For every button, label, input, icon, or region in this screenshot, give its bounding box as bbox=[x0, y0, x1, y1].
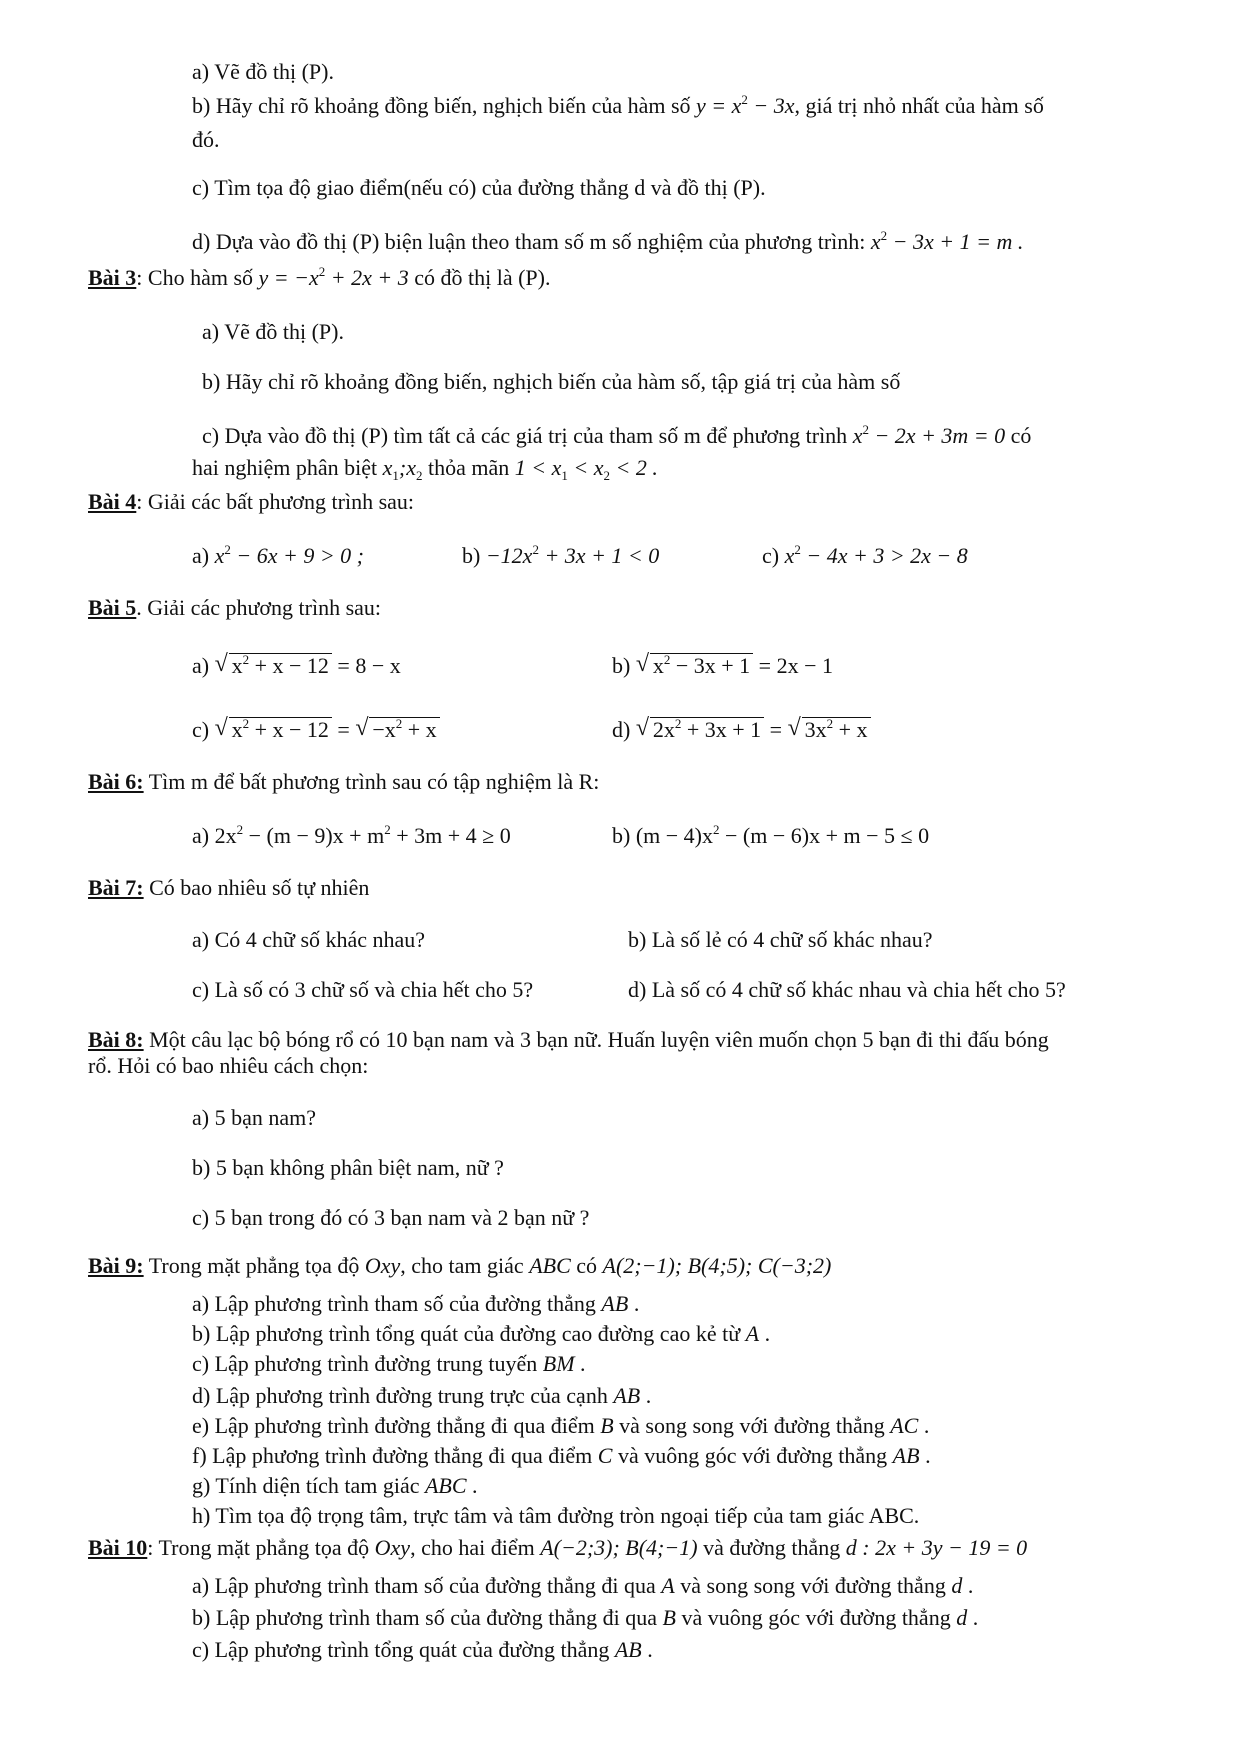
b9-a: a) Lập phương trình tham số của đường thẳng AB . bbox=[192, 1291, 640, 1316]
b9-label: Bài 9: bbox=[88, 1253, 144, 1278]
b4-intro: Bài 4: Giải các bất phương trình sau: bbox=[88, 489, 415, 514]
b4-label: Bài 4 bbox=[88, 489, 137, 514]
b9-h: h) Tìm tọa độ trọng tâm, trực tâm và tâm đường tròn ngoại tiếp của tam giác ABC. bbox=[192, 1503, 920, 1528]
b10-b: b) Lập phương trình tham số của đường thẳng đi qua B và vuông góc với đường thẳng d . bbox=[192, 1605, 979, 1630]
b3-c: c) Dựa vào đồ thị (P) tìm tất cả các giá trị của tham số m để phương trình $x^2 - 2x + 3m = 0$ có bbox=[202, 422, 1032, 448]
b10-label: Bài 10 bbox=[88, 1535, 148, 1560]
b10-c: c) Lập phương trình tổng quát của đường thẳng AB . bbox=[192, 1637, 653, 1662]
b5-label: Bài 5 bbox=[88, 595, 137, 620]
b8-a: a) 5 bạn nam? bbox=[192, 1105, 316, 1130]
b5-a: a) √ $x^2 + x - 12 = 8 - x$ bbox=[192, 652, 401, 680]
b6-intro: Bài 6: Tìm m để bất phương trình sau có tập nghiệm là R: bbox=[88, 769, 600, 794]
b6-b: b) $(m - 4)x^2 - (m - 6)x + m - 5 \le 0$ bbox=[612, 822, 930, 848]
b7-intro: Bài 7: Có bao nhiêu số tự nhiên bbox=[88, 875, 370, 900]
b8-intro: Bài 8: Một câu lạc bộ bóng rổ có 10 bạn nam và 3 bạn nữ. Huấn luyện viên muốn chọn 5 bạn đi thi đấu bóng bbox=[88, 1027, 1049, 1052]
b7-c: c) Là số có 3 chữ số và chia hết cho 5? bbox=[192, 977, 534, 1002]
b2-d: d) Dựa vào đồ thị (P) biện luận theo tham số m số nghiệm của phương trình: $x^2 - 3x + 1 = m$ . bbox=[192, 228, 1024, 254]
b3-b: b) Hãy chỉ rõ khoảng đồng biến, nghịch biến của hàm số, tập giá trị của hàm số bbox=[202, 369, 901, 394]
b5-d: d) √ $2x^2 + 3x + 1$ = √ $3x^2 + x$ bbox=[612, 716, 871, 744]
b2-c: c) Tìm tọa độ giao điểm(nếu có) của đường thẳng d và đồ thị (P). bbox=[192, 175, 766, 200]
b3-label: Bài 3 bbox=[88, 265, 137, 290]
b10-a: a) Lập phương trình tham số của đường thẳng đi qua A và song song với đường thẳng d . bbox=[192, 1573, 974, 1598]
b5-c: c) √ $x^2 + x - 12$ = √ $-x^2 + x$ bbox=[192, 716, 440, 744]
b3-c-cond: $1 < x_1 < x_2 < 2$ . bbox=[514, 455, 658, 483]
b2-a: a) Vẽ đồ thị (P). bbox=[192, 59, 334, 84]
b10-intro: Bài 10: Trong mặt phẳng tọa độ Oxy, cho hai điểm A(−2;3); B(4;−1) và đường thẳng d : 2x + 3y − 19 = 0 bbox=[88, 1535, 1028, 1560]
b7-b: b) Là số lẻ có 4 chữ số khác nhau? bbox=[628, 927, 933, 952]
b9-f: f) Lập phương trình đường thẳng đi qua điểm C và vuông góc với đường thẳng AB . bbox=[192, 1443, 931, 1468]
b6-label: Bài 6: bbox=[88, 769, 144, 794]
b9-e: e) Lập phương trình đường thẳng đi qua điểm B và song song với đường thẳng AC . bbox=[192, 1413, 930, 1438]
b5-intro: Bài 5. Giải các phương trình sau: bbox=[88, 595, 382, 620]
b9-d: d) Lập phương trình đường trung trực của cạnh AB . bbox=[192, 1383, 652, 1408]
b9-b: b) Lập phương trình tổng quát của đường cao đường cao kẻ từ A . bbox=[192, 1321, 771, 1346]
b8-label: Bài 8: bbox=[88, 1027, 144, 1052]
b10-line: d : 2x + 3y − 19 = 0 bbox=[845, 1535, 1028, 1560]
b2-b-math: $y = x^2 - 3x$ bbox=[696, 92, 795, 118]
b8-b: b) 5 bạn không phân biệt nam, nữ ? bbox=[192, 1155, 504, 1180]
b7-label: Bài 7: bbox=[88, 875, 144, 900]
b3-c-math: $x^2 - 2x + 3m = 0$ bbox=[852, 422, 1006, 448]
b3-c-cont: hai nghiệm phân biệt $x_1;x_2$ thỏa mãn $1 < x_1 < x_2 < 2$ . bbox=[192, 455, 658, 483]
b9-c: c) Lập phương trình đường trung tuyến BM . bbox=[192, 1351, 586, 1376]
b6-a: a) $2x^2 - (m - 9)x + m^2 + 3m + 4 \ge 0$ bbox=[192, 822, 511, 848]
b9-points: A(2;−1); B(4;5); C(−3;2) bbox=[602, 1253, 832, 1278]
b8-c: c) 5 bạn trong đó có 3 bạn nam và 2 bạn nữ ? bbox=[192, 1205, 590, 1230]
b9-g: g) Tính diện tích tam giác ABC . bbox=[192, 1473, 478, 1498]
b7-d: d) Là số có 4 chữ số khác nhau và chia hết cho 5? bbox=[628, 977, 1066, 1002]
b2-b-cont: đó. bbox=[192, 127, 220, 152]
b2-b: b) Hãy chỉ rõ khoảng đồng biến, nghịch biến của hàm số $y = x^2 - 3x$, giá trị nhỏ nhất của hàm số bbox=[192, 92, 1044, 118]
b7-a: a) Có 4 chữ số khác nhau? bbox=[192, 927, 426, 952]
b8-intro-cont: rổ. Hỏi có bao nhiêu cách chọn: bbox=[88, 1053, 369, 1078]
b4-b: $b) -12x^2 + 3x + 1 < 0$ bbox=[462, 542, 660, 568]
b4-a: a) $x^2 - 6x + 9 > 0$ ; bbox=[192, 542, 364, 568]
b4-c: c) $x^2 - 4x + 3 > 2x - 8$ bbox=[762, 542, 968, 568]
b3-intro-math: $y = -x^2 + 2x + 3$ bbox=[258, 264, 409, 290]
b5-b: b) √ $x^2 - 3x + 1 = 2x - 1$ bbox=[612, 652, 833, 680]
b2-d-math: $x^2 - 3x + 1 = m$ . bbox=[870, 228, 1024, 254]
b3-a: a) Vẽ đồ thị (P). bbox=[202, 319, 344, 344]
b9-intro: Bài 9: Trong mặt phẳng tọa độ Oxy, cho tam giác ABC có A(2;−1); B(4;5); C(−3;2) bbox=[88, 1253, 832, 1278]
b3-intro: Bài 3: Cho hàm số $y = -x^2 + 2x + 3$ có đồ thị là (P). bbox=[88, 264, 551, 290]
